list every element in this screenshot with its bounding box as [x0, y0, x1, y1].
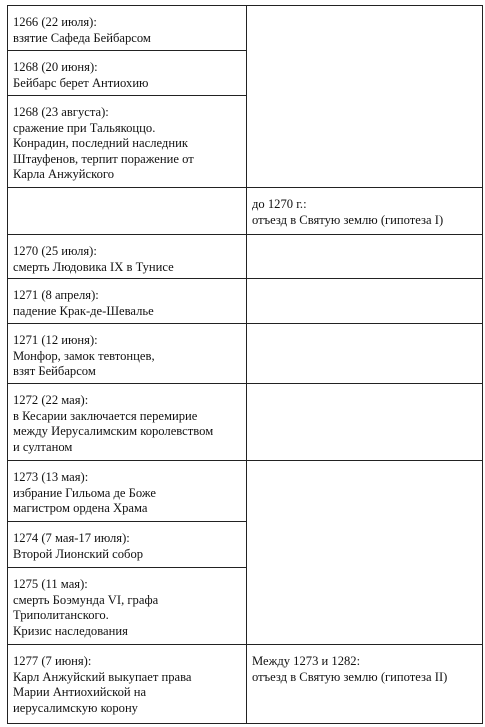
event-text: Второй Лионский собор [13, 546, 144, 561]
event-cell [7, 53, 247, 91]
event-text: падение Крак-де-Шевалье [13, 303, 154, 318]
row-divider [7, 567, 247, 568]
event-text: Карла Анжуйского [13, 167, 115, 182]
event-date: 1277 (7 июня): [13, 654, 92, 668]
event-text: Марии Антиохийской на [13, 685, 147, 700]
event-text: взятие Сафеда Бейбарсом [13, 30, 151, 45]
row-divider [7, 95, 247, 96]
event-text: в Кесарии заключается перемирие [13, 408, 198, 423]
event-text: Конрадин, последний наследник [13, 136, 188, 151]
row-divider [7, 234, 483, 235]
event-date: 1272 (22 мая): [13, 393, 89, 407]
event-cell [7, 237, 247, 275]
row-divider [7, 521, 247, 522]
event-text: Бейбарс берет Антиохию [13, 75, 149, 90]
event-text: магистром ордена Храма [13, 501, 148, 516]
event-cell [7, 326, 247, 380]
row-divider [7, 383, 483, 384]
event-cell [7, 524, 247, 562]
event-cell [7, 281, 247, 319]
event-date: 1270 (25 июля): [13, 244, 97, 258]
table-border-top [7, 5, 483, 6]
hypothesis-cell [246, 190, 482, 228]
event-cell [7, 647, 247, 716]
event-text: взят Бейбарсом [13, 364, 96, 379]
event-date: 1268 (20 июня): [13, 60, 98, 74]
event-date: 1266 (22 июля): [13, 15, 97, 29]
event-text: между Иерусалимским королевством [13, 424, 214, 439]
row-divider [7, 460, 483, 461]
event-date: 1268 (23 августа): [13, 105, 109, 119]
event-text: Карл Анжуйский выкупает права [13, 669, 192, 684]
hypothesis-text: отъезд в Святую землю (гипотеза II) [252, 669, 448, 684]
event-text: смерть Людовика IX в Тунисе [13, 259, 174, 274]
hypothesis-cell [246, 647, 482, 685]
hypothesis-date: Между 1273 и 1282: [252, 654, 361, 668]
event-text: и султаном [13, 439, 73, 454]
event-cell [7, 8, 247, 46]
event-text: Монфор, замок тевтонцев, [13, 348, 155, 363]
event-text: Кризис наследования [13, 623, 128, 638]
row-divider [7, 644, 483, 645]
event-text: Триполитанского. [13, 608, 109, 623]
event-text: смерть Боэмунда VI, графа [13, 592, 159, 607]
event-cell [7, 463, 247, 517]
row-divider [7, 323, 483, 324]
event-text: избрание Гильома де Боже [13, 485, 156, 500]
hypothesis-text: отъезд в Святую землю (гипотеза I) [252, 212, 444, 227]
event-cell [7, 570, 247, 639]
event-cell [7, 98, 247, 183]
event-date: 1271 (12 июня): [13, 333, 98, 347]
table-border-right [482, 5, 483, 724]
event-text: Штауфенов, терпит поражение от [13, 151, 194, 166]
row-divider [7, 278, 483, 279]
row-divider [7, 187, 483, 188]
event-date: 1275 (11 мая): [13, 577, 88, 591]
row-divider [7, 50, 247, 51]
event-date: 1273 (13 мая): [13, 470, 89, 484]
event-cell [7, 386, 247, 455]
hypothesis-date: до 1270 г.: [252, 197, 307, 211]
event-date: 1271 (8 апреля): [13, 288, 99, 302]
event-text: иерусалимскую корону [13, 700, 138, 715]
event-text: сражение при Тальякоццо. [13, 120, 156, 135]
event-date: 1274 (7 мая-17 июля): [13, 531, 130, 545]
table-border-bottom [7, 723, 483, 724]
